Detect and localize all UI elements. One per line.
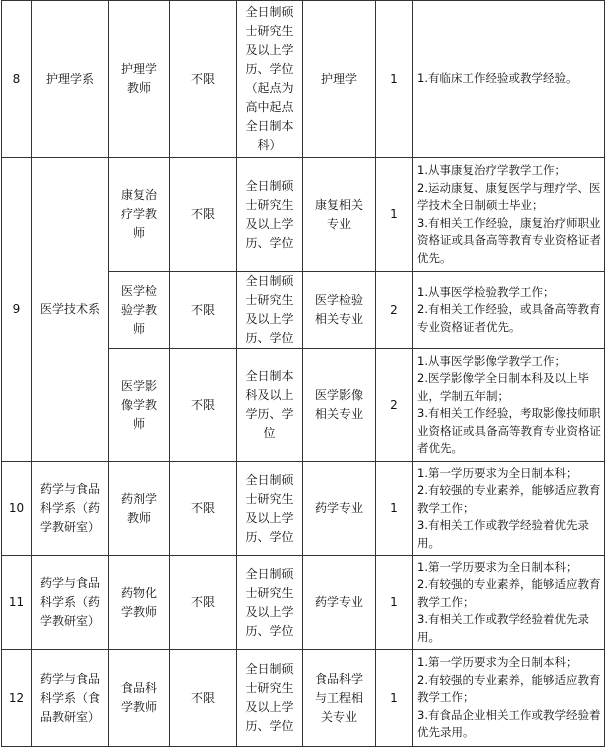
row-number: 9 xyxy=(2,158,32,462)
requirements-cell xyxy=(413,556,605,650)
position-cell xyxy=(109,158,170,272)
table-row xyxy=(2,462,605,556)
headcount-cell: 1 xyxy=(376,158,413,272)
department-cell: 医学技术系 xyxy=(32,158,109,462)
requirement-line: 1.从事康复治疗学教学工作； xyxy=(417,163,566,177)
requirements-cell xyxy=(413,1,605,158)
position-cell xyxy=(109,272,170,349)
age-cell: 不限 xyxy=(170,650,237,747)
education-cell xyxy=(237,556,303,650)
requirements-cell xyxy=(413,272,605,349)
requirement-line: 1.从事医学影像学教学工作； xyxy=(417,353,566,368)
requirement-line: 2.有较强的专业素养，能够适应教育教学工作； xyxy=(417,483,601,515)
table-row xyxy=(2,1,605,158)
headcount-cell: 2 xyxy=(376,272,413,349)
position-text: 食品科学教师 xyxy=(120,681,157,714)
education-text: 全日制硕士研究生及以上学历、学位 xyxy=(245,662,294,733)
requirement-line: 2.有相关工作经验，或具备高等教育专业资格证者优先。 xyxy=(417,302,601,334)
major-cell xyxy=(303,349,376,462)
education-cell xyxy=(237,158,303,272)
table-row xyxy=(2,650,605,747)
major-text: 食品科学与工程相关专业 xyxy=(314,671,363,724)
major-cell xyxy=(303,158,376,272)
headcount-cell: 2 xyxy=(376,349,413,462)
position-text: 康复治疗学教师 xyxy=(120,188,157,240)
department-cell xyxy=(32,650,109,747)
recruitment-table xyxy=(1,0,605,747)
headcount-cell: 1 xyxy=(376,650,413,747)
age-cell: 不限 xyxy=(170,349,237,462)
row-number: 10 xyxy=(2,462,32,556)
major-text: 医学影像相关专业 xyxy=(314,388,363,421)
position-text: 药物化学教师 xyxy=(120,585,157,619)
major-text: 医学检验相关专业 xyxy=(314,293,363,326)
education-text: 全日制硕士研究生及以上学历、学位 xyxy=(245,472,294,544)
position-cell xyxy=(109,349,170,462)
row-number: 8 xyxy=(2,1,32,158)
education-cell xyxy=(237,1,303,158)
headcount-cell: 1 xyxy=(376,556,413,650)
requirements-cell xyxy=(413,650,605,747)
position-cell xyxy=(109,650,170,747)
major-cell xyxy=(303,272,376,349)
major-cell: 药学专业 xyxy=(303,462,376,556)
major-text: 康复相关专业 xyxy=(314,197,363,231)
education-text: 全日制本科及以上学历、学位 xyxy=(245,369,294,440)
age-cell: 不限 xyxy=(170,272,237,349)
department-cell: 护理学系 xyxy=(32,1,109,158)
row-number: 11 xyxy=(2,556,32,650)
table-row xyxy=(2,556,605,650)
age-cell: 不限 xyxy=(170,462,237,556)
major-cell: 护理学 xyxy=(303,1,376,158)
requirement-line: 3.有相关工作或教学经验着优先录用。 xyxy=(417,518,589,550)
requirement-line: 1.有临床工作经验或教学经验。 xyxy=(417,71,578,86)
education-cell xyxy=(237,650,303,747)
education-cell xyxy=(237,462,303,556)
department-text: 药学与食品科学系（食品教研室） xyxy=(39,671,100,724)
requirements-cell xyxy=(413,158,605,272)
requirement-line: 3.有相关工作经验，康复治疗师职业资格证或具备高等教育专业资格证者优先。 xyxy=(417,215,601,265)
department-cell xyxy=(32,462,109,556)
headcount-cell: 1 xyxy=(376,462,413,556)
position-cell xyxy=(109,1,170,158)
requirement-line: 1.第一学历要求为全日制本科； xyxy=(417,559,578,574)
position-text: 医学影像学教师 xyxy=(120,378,157,431)
position-text: 护理学教师 xyxy=(120,62,157,95)
major-cell xyxy=(303,650,376,747)
requirement-line: 2.有较强的专业素养，能够适应教育教学工作； xyxy=(417,577,601,609)
requirement-line: 3.有相关工作经验，考取影像技师职业资格证或具备高等教育专业资格证者优先。 xyxy=(417,406,601,455)
department-text: 药学与食品科学系（药学教研室） xyxy=(39,482,100,534)
education-text: 全日制硕士研究生及以上学历、学位 xyxy=(245,178,294,250)
requirement-line: 1.第一学历要求为全日制本科； xyxy=(417,465,578,480)
table-row xyxy=(2,158,605,272)
headcount-cell: 1 xyxy=(376,1,413,158)
education-text: 全日制硕士研究生及以上学历、学位 xyxy=(245,274,294,345)
age-cell: 不限 xyxy=(170,1,237,158)
requirement-line: 2.有较强的专业素养，能够适应教育教学工作； xyxy=(417,672,601,705)
position-cell xyxy=(109,556,170,650)
position-text: 医学检验学教师 xyxy=(120,283,157,336)
department-text: 药学与食品科学系（药学教研室） xyxy=(39,576,100,628)
requirement-line: 3.有相关工作或教学经验着优先录用。 xyxy=(417,612,589,644)
education-text: 全日制硕士研究生及以上学历、学位（起点为高中起点全日制本科） xyxy=(245,5,294,152)
position-text: 药剂学教师 xyxy=(120,491,157,525)
major-cell: 药学专业 xyxy=(303,556,376,650)
requirement-line: 2.医学影像学全日制本科及以上毕业，学制五年制； xyxy=(417,371,589,403)
requirement-line: 1.第一学历要求为全日制本科； xyxy=(417,655,578,670)
requirements-cell xyxy=(413,462,605,556)
position-cell xyxy=(109,462,170,556)
education-cell xyxy=(237,349,303,462)
row-number: 12 xyxy=(2,650,32,747)
requirement-line: 3.有食品企业相关工作或教学经验着优先录用。 xyxy=(417,707,601,740)
requirement-line: 2.运动康复、康复医学与理疗学、医学技术全日制硕士毕业； xyxy=(417,180,601,212)
requirements-cell xyxy=(413,349,605,462)
requirement-line: 1.从事医学检验教学工作； xyxy=(417,284,555,299)
education-cell xyxy=(237,272,303,349)
age-cell: 不限 xyxy=(170,556,237,650)
department-cell xyxy=(32,556,109,650)
age-cell: 不限 xyxy=(170,158,237,272)
education-text: 全日制硕士研究生及以上学历、学位 xyxy=(245,566,294,638)
